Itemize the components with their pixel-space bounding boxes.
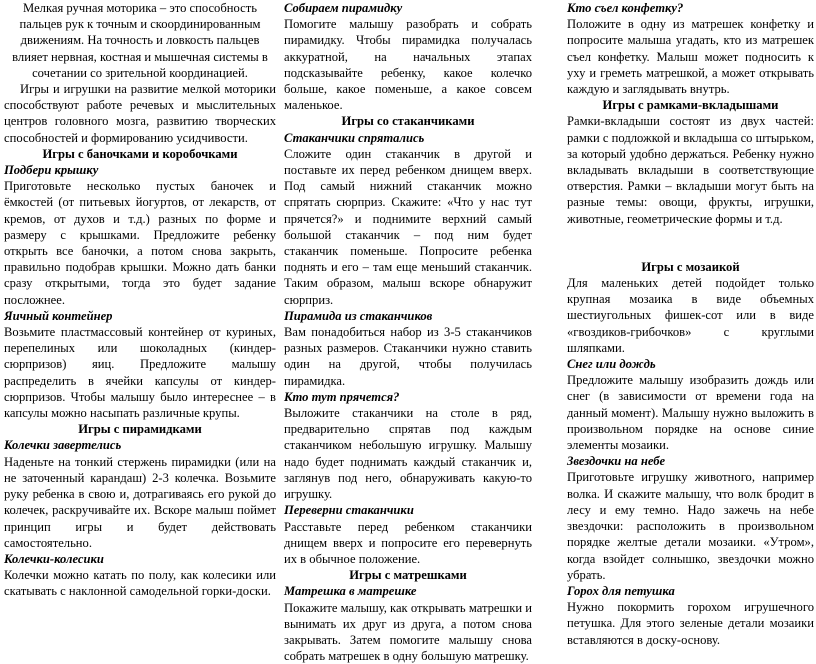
game-title-peas: Горох для петушка: [567, 583, 675, 598]
game-text-cup-pyramid: Вам понадобиться набор из 3-5 стаканчиков разных размеров. Стаканчики нужно ставить один на другой, чтобы получилась пирамидка.: [284, 325, 532, 388]
game-title-cup-pyramid: Пирамида из стаканчиков: [284, 308, 433, 323]
game-text-who: Выложите стаканчики на столе в ряд, предварительно спрятав под каждым стаканчиком небольшую игрушку. Малышу надо будет поднимать каждый стаканчик и, заглянув под него, обнаруживать какую-то игрушку.: [284, 406, 532, 502]
game-title-lid: Подбери крышку: [4, 163, 99, 178]
game-title-collect: Собираем пирамидку: [284, 1, 403, 15]
game-text-collect: Помогите малышу разобрать и собрать пирамидку. Чтобы пирамидка получалась аккуратной, на начальных этапах подсказывайте ребенку, какое колечко больше, какое поменьше, а какое совсем маленькое.: [284, 17, 532, 113]
game-title-matryoshka: Матрешка в матрешке: [284, 584, 417, 599]
intro-paragraph-2: Игры и игрушки на развитие мелкой моторики способствуют работе речевых и мыслительных центров головного мозга, развитию творческих способностей и формированию усидчивости.: [4, 82, 276, 145]
game-text-egg: Возьмите пластмассовый контейнер от куриных, перепелиных или шоколадных (киндер-сюрпризов) яиц. Предложите малышу распределить в ячейки капсулы от киндер-сюрпризов. Чтобы малышу было интереснее – в капсулы можно насыпать различные крупы.: [4, 325, 276, 421]
game-text-mosaic: Для маленьких детей подойдет только крупная мозаика в виде объемных шестиугольных фишек-сот или в виде «гвоздиков-грибочков» с круглыми шляпками.: [567, 276, 814, 355]
game-text-flip: Расставьте перед ребенком стаканчики днищем вверх и попросите его перевернуть их в обычное положение.: [284, 519, 532, 566]
game-text-stars: Приготовьте игрушку животного, например волка. И скажите малышу, что волк бродит в лесу и ему темно. Надо зажечь на небе звездочки: расположить в произвольном порядке желтые детали мозаики. «Утром», когда взойдет солнышко, звездочки можно убрать.: [567, 470, 814, 582]
game-text-wheels: Колечки можно катать по полу, как колесики или скатывать с наклонной самодельной горки-доски.: [4, 568, 276, 599]
game-text-peas: Нужно покормить горохом игрушечного петушка. Для этого зеленые детали мозаики вставляются в доску-основу.: [567, 600, 814, 647]
intro-paragraph: Мелкая ручная моторика – это способность пальцев рук к точным и скоординированным движениям. На точность и ловкость пальцев влияет нервная, костная и мышечная системы в сочетании со зрительной координацией.: [12, 1, 268, 80]
section-heading-pyramids: Игры с пирамидками: [78, 422, 202, 437]
section-heading-matryoshka: Игры с матрешками: [349, 568, 467, 583]
game-text-lid: Приготовьте несколько пустых баночек и ёмкостей (от питьевых йогуртов, от лекарств, от кремов, от духов и т.д.) разных по форме и размеру с крышками. Предложите ребенку открыть все баночки, а потом снова закрыть, правильно подобрав крышки. Можно дать банки сразу открытыми, тогда это будет задание посложнее.: [4, 179, 276, 307]
spacer: [567, 227, 814, 259]
game-title-wheels: Колечки-колесики: [4, 551, 104, 566]
game-text-frames: Рамки-вкладыши состоят из двух частей: рамки с подложкой и вкладыша со штырьком, за который удобно держаться. Ребенку нужно вкладывать вкладыши в соответствующие отверстия. Рамки – вкладыши могут быть на разные темы: овощи, фрукты, игрушки, животные, геометрические формы и т.д.: [567, 114, 814, 226]
game-title-flip: Переверни стаканчики: [284, 503, 414, 518]
game-text-candy: Положите в одну из матрешек конфетку и попросите малыша угадать, кто из матрешек съел конфетку. Малыш может подносить к уху и греметь матрешкой, а может открывать каждую и заглядывать внутрь.: [567, 17, 814, 97]
column-left: [4, 0, 276, 600]
game-text-matryoshka: Покажите малышу, как открывать матрешки и вынимать их друг из друга, а потом снова закрывать. Затем помогите малышу снова собрать матрешек в одну большую матрешку.: [284, 600, 532, 664]
column-middle: [284, 0, 532, 664]
game-title-hide: Стаканчики спрятались: [284, 130, 425, 145]
section-heading-mosaic: Игры с мозаикой: [641, 259, 740, 274]
game-title-rain: Снег или дождь: [567, 357, 656, 372]
game-title-egg: Яичный контейнер: [4, 308, 113, 323]
column-right: [567, 0, 814, 648]
game-text-rain: Предложите малышу изобразить дождь или снег (в зависимости от времени года на данный момент). Малышу нужно выложить в произвольном порядке на основе синие элементы мозаики.: [567, 373, 814, 453]
section-heading-cups: Игры со стаканчиками: [341, 114, 475, 129]
game-title-spin: Колечки завертелись: [4, 438, 122, 453]
section-heading-jars: Игры с баночками и коробочками: [42, 146, 238, 161]
game-text-spin: Наденьте на тонкий стержень пирамидки (или на не заточенный карандаш) 2-3 колечка. Возьмите руку ребенка в свою и, дотрагиваясь его рукой до колечек, раскручивайте их. Вскоре малыш поймет принцип игры и будет действовать самостоятельно.: [4, 454, 276, 550]
game-title-candy: Кто съел конфетку?: [567, 1, 684, 15]
section-heading-frames: Игры с рамками-вкладышами: [602, 98, 779, 113]
game-title-who: Кто тут прячется?: [284, 389, 400, 404]
game-text-hide: Сложите один стаканчик в другой и поставьте их перед ребенком днищем вверх. Под самый нижний стаканчик можно спрятать сюрприз. Скажите: «Что у нас тут прячется?» и поднимите верхний самый большой стаканчик – под ним будет стаканчик поменьше. Попросите ребенка поднять и его – там еще меньший стаканчик. Таким образом, малыш вскоре обнаружит сюрприз.: [284, 146, 532, 307]
game-title-stars: Звездочки на небе: [567, 454, 666, 469]
